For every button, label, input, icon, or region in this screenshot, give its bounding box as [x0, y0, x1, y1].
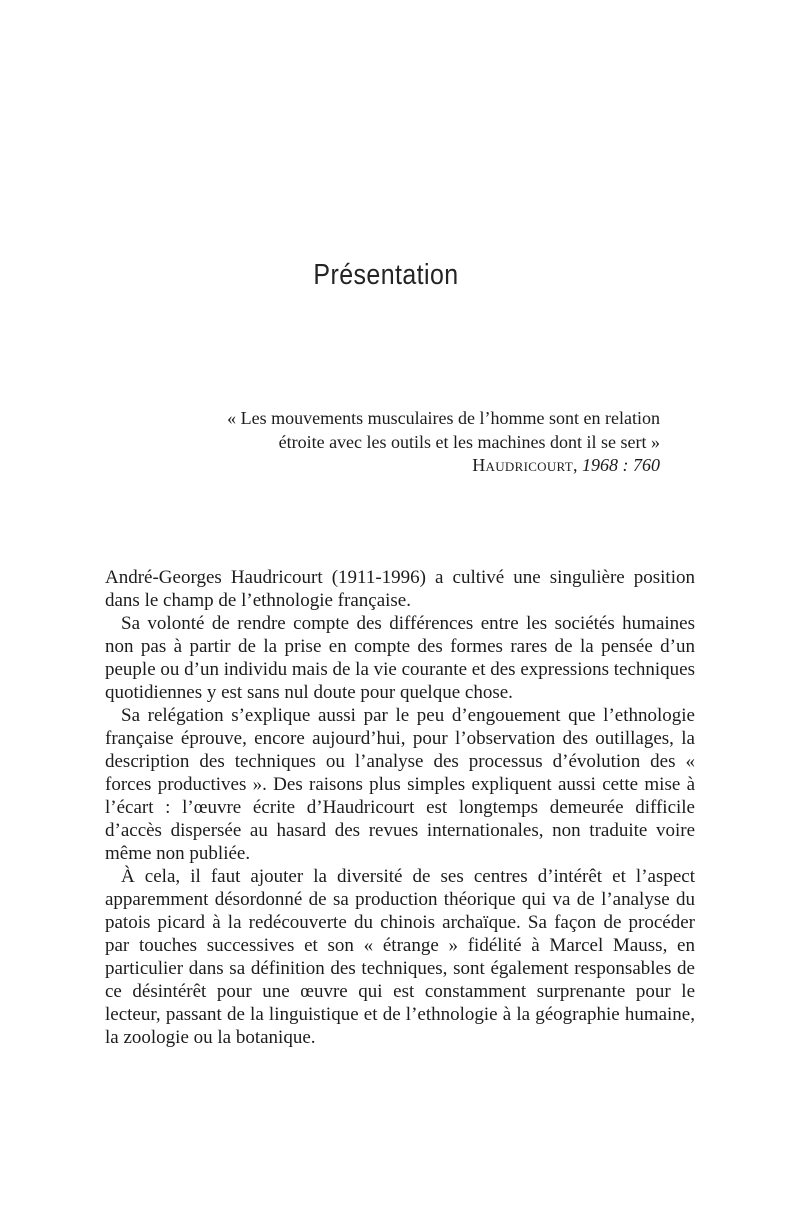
body-text	[105, 566, 695, 1049]
epigraph-reference: 1968 : 760	[582, 455, 660, 475]
epigraph-line: « Les mouvements musculaires de l’homme sont en relation	[227, 408, 660, 428]
epigraph-separator: ,	[573, 455, 582, 475]
epigraph-attribution	[105, 454, 660, 478]
body-paragraph: À cela, il faut ajouter la diversité de ses centres d’intérêt et l’aspect apparemment désordonné de sa production théorique qui va de l’analyse du patois picard à la redécouverte du chinois archaïque. Sa façon de procéder par touches successives et son « étrange » fidélité à Marcel Mauss, en particulier dans sa définition des techniques, sont également responsables de ce désintérêt pour une œuvre qui est constamment surprenante pour le lecteur, passant de la linguistique et de l’ethnologie à la géographie humaine, la zoologie ou la botanique.	[105, 866, 695, 1048]
body-paragraph: André-Georges Haudricourt (1911-1996) a cultivé une singulière position dans le champ de l’ethnologie française.	[105, 567, 695, 611]
body-paragraph: Sa volonté de rendre compte des différences entre les sociétés humaines non pas à partir de la prise en compte des formes rares de la pensée d’un peuple ou d’un individu mais de la vie courante et des expressions techniques quotidiennes y est sans nul doute pour quelque chose.	[105, 613, 695, 703]
epigraph-line: étroite avec les outils et les machines dont il se sert »	[278, 431, 660, 452]
body-paragraph: Sa relégation s’explique aussi par le peu d’engouement que l’ethnologie française éprouve, encore aujourd’hui, pour l’observation des outillages, la description des techniques ou l’analyse des processus d’évolution des « forces productives ». Des raisons plus simples expliquent aussi cette mise à l’écart : l’œuvre écrite d’Haudricourt est longtemps demeurée difficile d’accès dispersée au hasard des revues internationales, non traduite voire même non publiée.	[105, 705, 695, 864]
chapter-title: Présentation	[313, 259, 459, 291]
epigraph	[105, 407, 660, 478]
epigraph-author: Haudricourt	[472, 455, 573, 475]
